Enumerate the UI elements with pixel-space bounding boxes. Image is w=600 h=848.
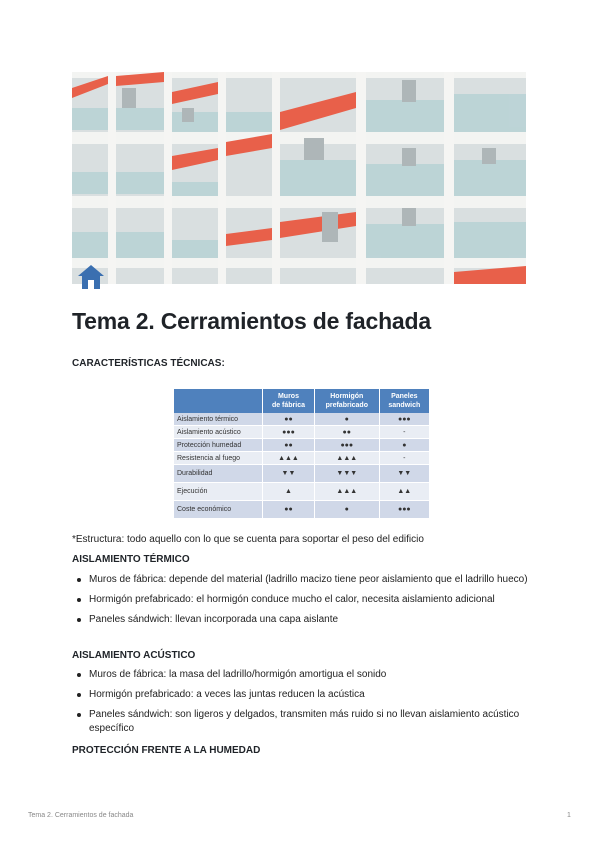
table-row: [174, 413, 430, 426]
page-number: 1: [567, 812, 571, 819]
table-cell: ●●●: [379, 501, 429, 519]
home-icon[interactable]: [77, 264, 105, 290]
footer-title: Tema 2. Cerramientos de fachada: [28, 812, 134, 819]
list-item: Paneles sándwich: son ligeros y delgados, transmiten más ruido si no llevan aislamiento acústico específico: [72, 708, 532, 736]
building-facade-photo: [72, 72, 526, 284]
table-cell: ●●: [263, 413, 315, 426]
table-cell: ●●: [263, 501, 315, 519]
table-row: [174, 426, 430, 439]
table-header-cell: Paneles sandwich: [379, 389, 429, 413]
table-cell: -: [379, 426, 429, 439]
page-title: Tema 2. Cerramientos de fachada: [72, 308, 431, 334]
table-cell: ▲▲▲: [314, 452, 379, 465]
list-item: Muros de fábrica: la masa del ladrillo/hormigón amortigua el sonido: [72, 668, 532, 682]
table-cell: ●●: [314, 426, 379, 439]
table-cell: ●●: [263, 439, 315, 452]
list-item: Hormigón prefabricado: a veces las juntas reducen la acústica: [72, 688, 532, 702]
table-cell: ●: [379, 439, 429, 452]
table-cell: -: [379, 452, 429, 465]
table-header-cell: Hormigón prefabricado: [314, 389, 379, 413]
section-heading-acoustic: AISLAMIENTO ACÚSTICO: [72, 650, 196, 661]
table-cell: ●●●: [263, 426, 315, 439]
table-header-row: [174, 389, 430, 413]
structure-note: *Estructura: todo aquello con lo que se cuenta para soportar el peso del edificio: [72, 534, 424, 545]
table-header-cell: [174, 389, 263, 413]
list-item: Hormigón prefabricado: el hormigón conduce mucho el calor, necesita aislamiento adicional: [72, 593, 532, 607]
table-cell: ▲: [263, 483, 315, 501]
thermal-list: [72, 573, 532, 633]
row-label: Ejecución: [174, 483, 263, 501]
table-cell: ●: [314, 413, 379, 426]
list-item: Paneles sándwich: llevan incorporada una capa aislante: [72, 613, 532, 627]
table-cell: ▲▲▲: [263, 452, 315, 465]
row-label: Protección humedad: [174, 439, 263, 452]
section-heading-humidity: PROTECCIÓN FRENTE A LA HUMEDAD: [72, 745, 261, 756]
table-cell: ▼▼: [263, 465, 315, 483]
acoustic-list: [72, 668, 532, 742]
row-label: Durabilidad: [174, 465, 263, 483]
characteristics-table: [174, 389, 430, 519]
row-label: Coste económico: [174, 501, 263, 519]
table-cell: ●: [314, 501, 379, 519]
row-label: Aislamiento acústico: [174, 426, 263, 439]
section-heading-thermal: AISLAMIENTO TÉRMICO: [72, 554, 190, 565]
table-cell: ▼▼▼: [314, 465, 379, 483]
table-cell: ●●●: [314, 439, 379, 452]
table-row: [174, 452, 430, 465]
table-row: [174, 439, 430, 452]
table-row: [174, 465, 430, 483]
table-cell: ●●●: [379, 413, 429, 426]
table-row: [174, 501, 430, 519]
table-row: [174, 483, 430, 501]
list-item: Muros de fábrica: depende del material (ladrillo macizo tiene peor aislamiento que el ladrillo hueco): [72, 573, 532, 587]
table-cell: ▲▲▲: [314, 483, 379, 501]
row-label: Resistencia al fuego: [174, 452, 263, 465]
table-cell: ▲▲: [379, 483, 429, 501]
table-cell: ▼▼: [379, 465, 429, 483]
row-label: Aislamiento térmico: [174, 413, 263, 426]
section-heading-characteristics: CARACTERÍSTICAS TÉCNICAS:: [72, 358, 225, 369]
table-header-cell: Muros de fábrica: [263, 389, 315, 413]
